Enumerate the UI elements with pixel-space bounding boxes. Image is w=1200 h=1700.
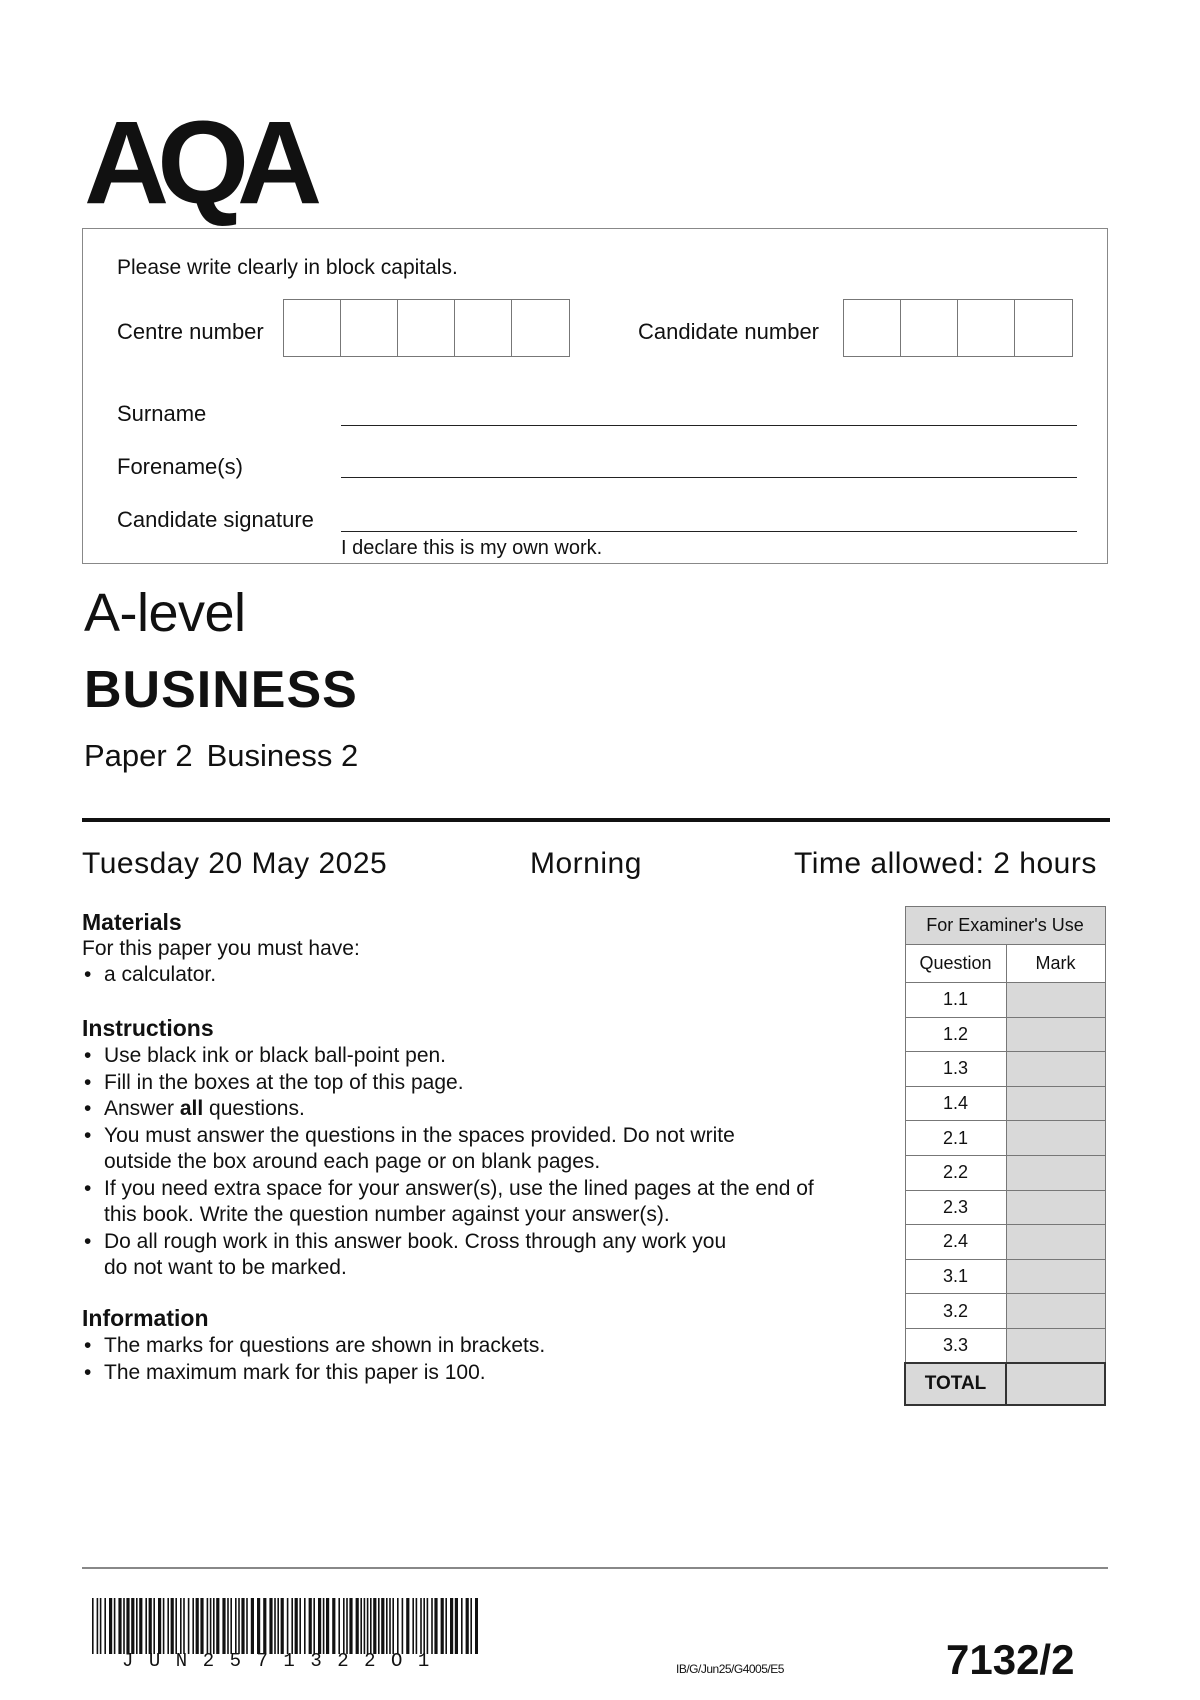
- list-item-line: • You must answer the questions in the spaces provided. Do not write: [104, 1123, 735, 1147]
- barcode-bar: [118, 1598, 121, 1654]
- question-number: 2.4: [905, 1225, 1006, 1260]
- subject-title: BUSINESS: [84, 661, 358, 719]
- instructions-heading: Instructions: [82, 1015, 214, 1041]
- barcode-bar: [235, 1598, 237, 1654]
- barcode-bar: [434, 1598, 437, 1654]
- barcode-bar: [196, 1598, 199, 1654]
- mark-cell[interactable]: [1006, 1225, 1105, 1260]
- list-item: • The marks for questions are shown in brackets.: [82, 1333, 545, 1360]
- barcode-bar: [153, 1598, 155, 1654]
- qualification-level: A-level: [84, 583, 246, 643]
- barcode-bar: [412, 1598, 414, 1654]
- candidate-digit-box[interactable]: [844, 300, 901, 356]
- paper-name: Business 2: [206, 738, 359, 773]
- barcode-bar: [274, 1598, 276, 1654]
- mark-cell[interactable]: [1006, 983, 1105, 1018]
- materials-heading: Materials: [82, 909, 182, 935]
- table-row: [905, 1052, 1105, 1087]
- table-row: [905, 1328, 1105, 1363]
- barcode-bar: [192, 1598, 194, 1654]
- list-item-line: outside the box around each page or on blank pages.: [104, 1150, 601, 1173]
- all-emphasis: all: [179, 1097, 204, 1120]
- question-number: 2.2: [905, 1155, 1006, 1190]
- candidate-digit-box[interactable]: [901, 300, 958, 356]
- total-mark-cell[interactable]: [1006, 1363, 1105, 1405]
- barcode-bar: [123, 1598, 125, 1654]
- list-item: [82, 1123, 814, 1176]
- barcode-bar: [251, 1598, 254, 1654]
- list-item: [82, 1096, 814, 1123]
- paper-number: Paper 2: [84, 738, 193, 773]
- barcode-bar: [455, 1598, 458, 1654]
- table-row: [905, 1121, 1105, 1156]
- barcode-bar: [291, 1598, 293, 1654]
- document-reference: IB/G/Jun25/G4005/E5: [676, 1662, 784, 1676]
- list-item-line: • If you need extra space for your answer(s), use the lined pages at the end of: [104, 1176, 814, 1200]
- barcode-number: JUN2571322O1: [122, 1650, 445, 1672]
- mark-cell[interactable]: [1006, 1052, 1105, 1087]
- barcode-bar: [364, 1598, 366, 1654]
- barcode-bar: [183, 1598, 185, 1654]
- question-number: 1.1: [905, 983, 1006, 1018]
- question-number: 1.3: [905, 1052, 1006, 1087]
- barcode-bar: [163, 1598, 165, 1654]
- list-item: [82, 1229, 814, 1282]
- barcode-bar: [92, 1598, 94, 1654]
- barcode-bar: [360, 1598, 362, 1654]
- barcode-bar: [222, 1598, 225, 1654]
- mark-cell[interactable]: [1006, 1121, 1105, 1156]
- time-allowed: Time allowed: 2 hours: [794, 847, 1097, 880]
- barcode-bar: [114, 1598, 116, 1654]
- question-number: 1.2: [905, 1017, 1006, 1052]
- header-divider: [82, 818, 1110, 822]
- centre-digit-box[interactable]: [284, 300, 341, 356]
- barcode-bar: [188, 1598, 190, 1654]
- table-row: [905, 983, 1105, 1018]
- signature-line[interactable]: [341, 531, 1077, 532]
- barcode-bar: [445, 1598, 447, 1654]
- barcode-bar: [213, 1598, 215, 1654]
- footer-divider: [82, 1567, 1108, 1569]
- barcode-bar: [281, 1598, 284, 1654]
- barcode-bar: [397, 1598, 399, 1654]
- barcode-bar: [423, 1598, 425, 1654]
- barcode-bar: [175, 1598, 177, 1654]
- candidate-digit-box[interactable]: [1015, 300, 1072, 356]
- centre-digit-box[interactable]: [398, 300, 455, 356]
- barcode-bar: [304, 1598, 306, 1654]
- forename-line[interactable]: [341, 477, 1077, 478]
- question-number: 2.1: [905, 1121, 1006, 1156]
- centre-digit-box[interactable]: [455, 300, 512, 356]
- candidate-details-box: [82, 228, 1108, 564]
- mark-cell[interactable]: [1006, 1086, 1105, 1121]
- barcode-bar: [241, 1598, 244, 1654]
- barcode-bar: [149, 1598, 152, 1654]
- barcode-bar: [207, 1598, 209, 1654]
- barcode-bar: [131, 1598, 134, 1654]
- centre-digit-box[interactable]: [341, 300, 398, 356]
- answer-text: Answer: [104, 1097, 180, 1120]
- candidate-number-boxes[interactable]: [843, 299, 1073, 357]
- information-heading: Information: [82, 1305, 209, 1331]
- list-item: [82, 1176, 814, 1229]
- barcode-bar: [246, 1598, 248, 1654]
- table-row: [905, 1017, 1105, 1052]
- mark-cell[interactable]: [1006, 1294, 1105, 1329]
- barcode-bar: [171, 1598, 174, 1654]
- table-row: [905, 1259, 1105, 1294]
- barcode-bar: [227, 1598, 229, 1654]
- barcode-bar: [238, 1598, 240, 1654]
- list-item: • The maximum mark for this paper is 100.: [82, 1360, 545, 1387]
- barcode-bar: [145, 1598, 147, 1654]
- total-label: TOTAL: [905, 1363, 1006, 1405]
- barcode-bar: [158, 1598, 161, 1654]
- barcode-bar: [346, 1598, 348, 1654]
- barcode-bar: [475, 1598, 478, 1654]
- examiner-use-table: [904, 906, 1106, 1406]
- barcode-bar: [406, 1598, 409, 1654]
- candidate-digit-box[interactable]: [958, 300, 1015, 356]
- centre-number-boxes[interactable]: [283, 299, 570, 357]
- table-row: [905, 1294, 1105, 1329]
- barcode-bar: [287, 1598, 289, 1654]
- barcode-bar: [392, 1598, 394, 1654]
- signature-label: Candidate signature: [117, 507, 314, 532]
- barcode-bar: [389, 1598, 391, 1654]
- barcode-bar: [97, 1598, 99, 1654]
- barcode-bar: [230, 1598, 232, 1654]
- barcode-bar: [381, 1598, 384, 1654]
- mark-cell[interactable]: [1006, 1328, 1105, 1363]
- barcode-bar: [441, 1598, 444, 1654]
- barcode-bar: [470, 1598, 472, 1654]
- barcode-bar: [136, 1598, 138, 1654]
- barcode-bar: [104, 1598, 106, 1654]
- mark-cell[interactable]: [1006, 1017, 1105, 1052]
- aqa-logo: AQA: [84, 97, 311, 229]
- list-item: • Fill in the boxes at the top of this page.: [82, 1070, 814, 1097]
- instructions-list: [82, 1043, 814, 1282]
- barcode-bar: [299, 1598, 301, 1654]
- barcode-bar: [427, 1598, 429, 1654]
- barcode-bar: [386, 1598, 388, 1654]
- declaration-text: I declare this is my own work.: [341, 537, 603, 559]
- materials-list: [82, 962, 216, 989]
- list-item: • a calculator.: [82, 962, 216, 989]
- barcode-bar: [373, 1598, 376, 1654]
- table-row: [905, 1086, 1105, 1121]
- barcode-bar: [466, 1598, 469, 1654]
- candidate-number-label: Candidate number: [638, 319, 820, 344]
- block-capitals-instruction: Please write clearly in block capitals.: [117, 256, 458, 279]
- table-row: [905, 1155, 1105, 1190]
- barcode-bar: [100, 1598, 102, 1654]
- barcode-bar: [367, 1598, 369, 1654]
- question-number: 2.3: [905, 1190, 1006, 1225]
- mark-cell[interactable]: [1006, 1190, 1105, 1225]
- mark-cell[interactable]: [1006, 1259, 1105, 1294]
- barcode-bar: [461, 1598, 463, 1654]
- barcode-bar: [109, 1598, 112, 1654]
- centre-digit-box[interactable]: [512, 300, 569, 356]
- barcode-bar: [313, 1598, 315, 1654]
- paper-title: [84, 738, 358, 774]
- questions-text: questions.: [203, 1097, 305, 1120]
- barcode-bar: [420, 1598, 422, 1654]
- table-row: [905, 1190, 1105, 1225]
- list-item-line: • Do all rough work in this answer book. Cross through any work you: [104, 1229, 727, 1253]
- information-list: [82, 1333, 545, 1386]
- barcode-bar: [323, 1598, 325, 1654]
- barcode-bar: [349, 1598, 352, 1654]
- barcode-bar: [263, 1598, 266, 1654]
- barcode-bar: [326, 1598, 329, 1654]
- list-item-line: do not want to be marked.: [104, 1256, 347, 1279]
- question-number: 3.3: [905, 1328, 1006, 1363]
- barcode-bar: [338, 1598, 340, 1654]
- barcode-bar: [318, 1598, 321, 1654]
- surname-line[interactable]: [341, 425, 1077, 426]
- total-row: [905, 1363, 1105, 1405]
- barcode-bar: [356, 1598, 359, 1654]
- barcode-bar: [295, 1598, 298, 1654]
- forename-label: Forename(s): [117, 454, 243, 479]
- barcode-bar: [269, 1598, 272, 1654]
- table-row: [905, 1225, 1105, 1260]
- materials-intro: For this paper you must have:: [82, 937, 360, 960]
- barcode-bar: [416, 1598, 418, 1654]
- barcode-bar: [216, 1598, 219, 1654]
- barcode-bar: [370, 1598, 372, 1654]
- barcode-bar: [139, 1598, 142, 1654]
- barcode-bar: [332, 1598, 335, 1654]
- mark-cell[interactable]: [1006, 1155, 1105, 1190]
- barcode-bar: [180, 1598, 182, 1654]
- paper-code: 7132/2: [946, 1636, 1075, 1683]
- question-column-header: Question: [905, 945, 1006, 983]
- question-number: 3.1: [905, 1259, 1006, 1294]
- barcode-bar: [277, 1598, 279, 1654]
- barcode-bar: [431, 1598, 433, 1654]
- barcode-bar: [450, 1598, 453, 1654]
- barcode-bar: [309, 1598, 312, 1654]
- examiner-use-title: For Examiner's Use: [905, 907, 1105, 945]
- barcode-bar: [167, 1598, 169, 1654]
- barcode-bar: [257, 1598, 260, 1654]
- question-number: 1.4: [905, 1086, 1006, 1121]
- barcode-bar: [402, 1598, 404, 1654]
- barcode: [92, 1598, 478, 1654]
- barcode-bar: [343, 1598, 345, 1654]
- question-number: 3.2: [905, 1294, 1006, 1329]
- barcode-bar: [210, 1598, 212, 1654]
- exam-date: Tuesday 20 May 2025: [82, 847, 388, 880]
- list-item: • Use black ink or black ball-point pen.: [82, 1043, 814, 1070]
- barcode-bar: [378, 1598, 380, 1654]
- barcode-bar: [200, 1598, 203, 1654]
- mark-column-header: Mark: [1006, 945, 1105, 983]
- barcode-bar: [126, 1598, 129, 1654]
- centre-number-label: Centre number: [117, 319, 264, 344]
- surname-label: Surname: [117, 401, 207, 426]
- list-item-line: this book. Write the question number against your answer(s).: [104, 1203, 670, 1226]
- exam-session: Morning: [530, 847, 642, 880]
